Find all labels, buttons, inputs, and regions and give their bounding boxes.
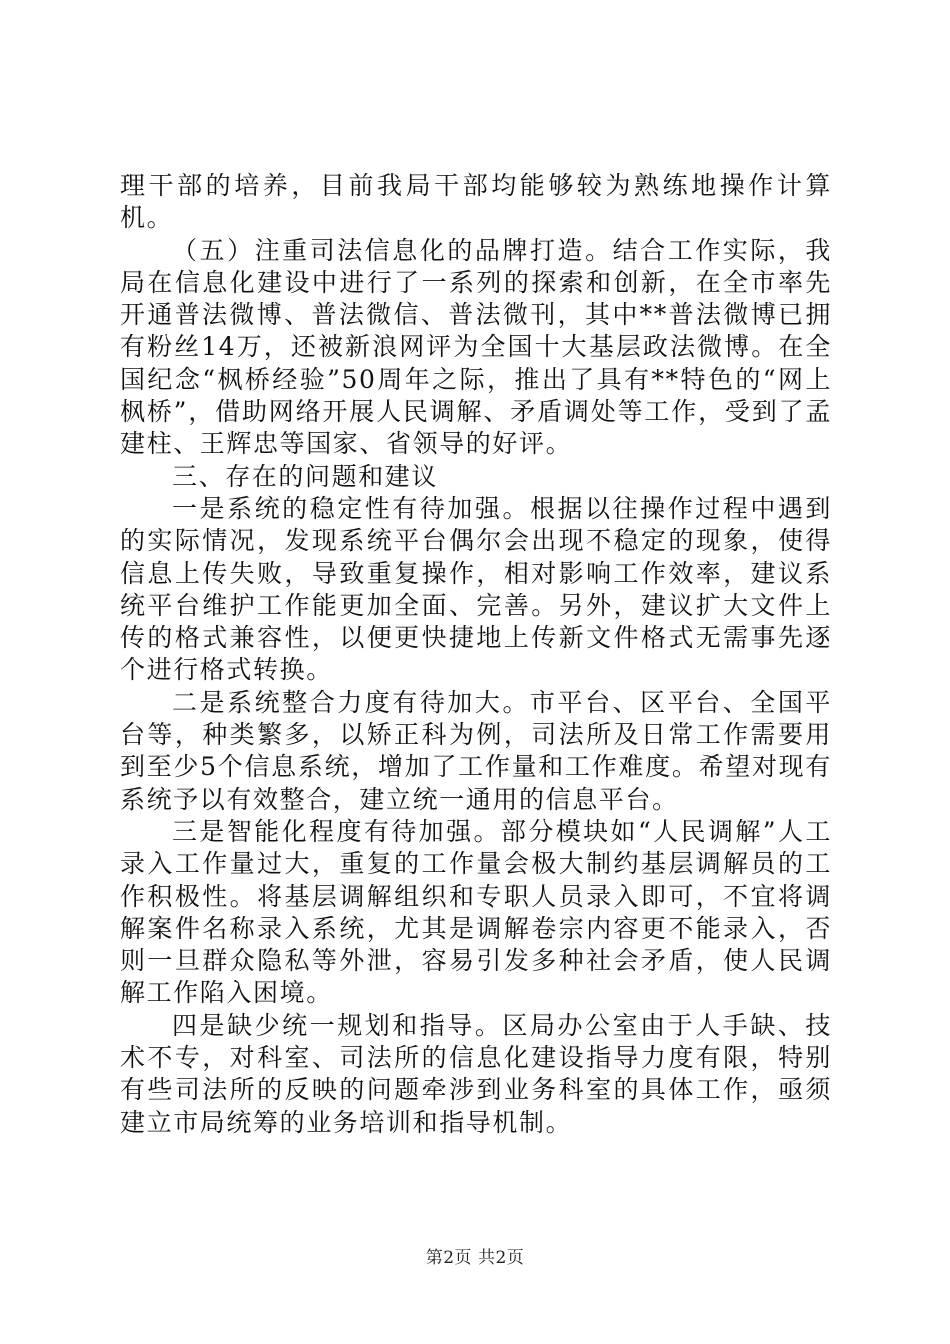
paragraph-issue-integration: 二是系统整合力度有待加大。市平台、区平台、全国平台等，种类繁多，以矫正科为例，司法所及日常工作需要用到至少5个信息系统，增加了工作量和工作难度。希望对现有系统予以有效整合，建立统一通用的信息平台。: [120, 687, 832, 814]
paragraph-continuation: 理干部的培养，目前我局干部均能够较为熟练地操作计算机。: [120, 171, 832, 233]
document-body: [120, 170, 832, 1139]
paragraph-issue-intelligence: 三是智能化程度有待加强。部分模块如“人民调解”人工录入工作量过大，重复的工作量会极大制约基层调解员的工作积极性。将基层调解组织和专职人员录入即可，不宜将调解案件名称录入系统，尤其是调解卷宗内容更不能录入，否则一旦群众隐私等外泄，容易引发多种社会矛盾，使人民调解工作陷入困境。: [120, 816, 832, 1008]
section-heading-problems: 三、存在的问题和建议: [172, 461, 439, 491]
page-number-footer: 第2页 共2页: [425, 1248, 525, 1268]
paragraph-issue-stability: 一是系统的稳定性有待加强。根据以往操作过程中遇到的实际情况，发现系统平台偶尔会出现不稳定的现象，使得信息上传失败，导致重复操作，相对影响工作效率，建议系统平台维护工作能更加全面、完善。另外，建议扩大文件上传的格式兼容性，以便更快捷地上传新文件格式无需事先逐个进行格式转换。: [120, 493, 832, 685]
paragraph-brand-building: （五）注重司法信息化的品牌打造。结合工作实际，我局在信息化建设中进行了一系列的探索和创新，在全市率先开通普法微博、普法微信、普法微刊，其中**普法微博已拥有粉丝14万，还被新浪网评为全国十大基层政法微博。在全国纪念“枫桥经验”50周年之际，推出了具有**特色的“网上枫桥”，借助网络开展人民调解、矛盾调处等工作，受到了孟建柱、王辉忠等国家、省领导的好评。: [120, 235, 832, 459]
paragraph-issue-planning: 四是缺少统一规划和指导。区局办公室由于人手缺、技术不专，对科室、司法所的信息化建设指导力度有限，特别有些司法所的反映的问题牵涉到业务科室的具体工作，亟须建立市局统筹的业务培训和指导机制。: [120, 1010, 832, 1137]
